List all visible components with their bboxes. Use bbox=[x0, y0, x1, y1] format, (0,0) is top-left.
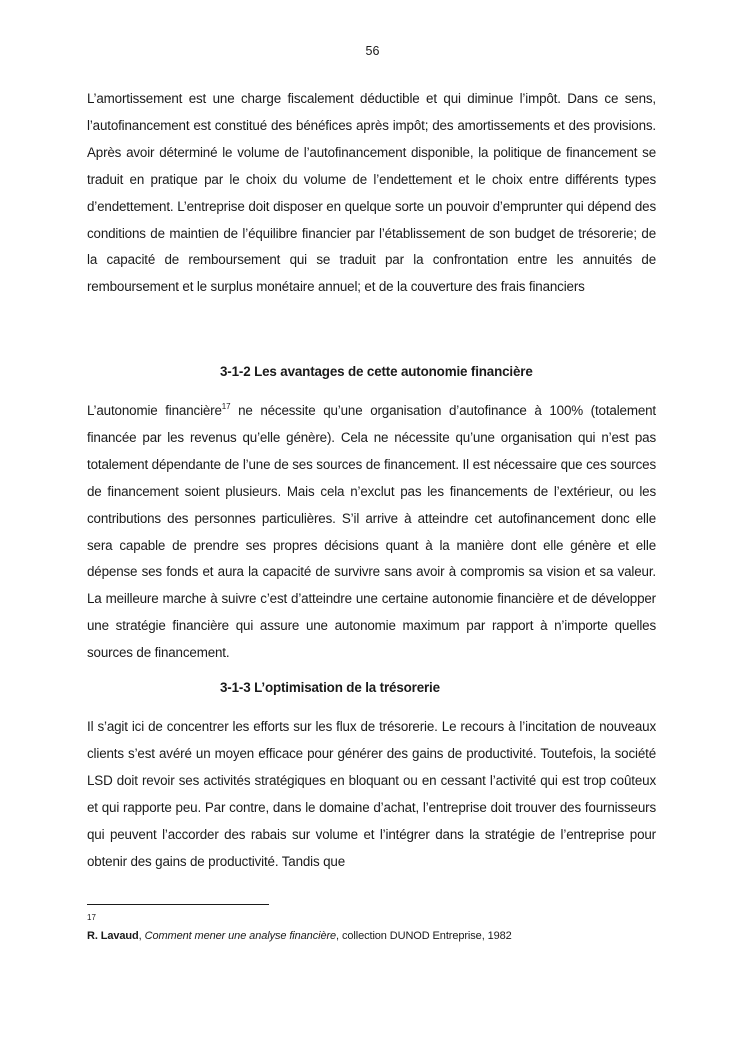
paragraph-lead: L’autonomie financière bbox=[87, 403, 222, 418]
footnote-reference: 17 bbox=[221, 402, 231, 411]
footnote-title: Comment mener une analyse financière bbox=[144, 930, 337, 942]
paragraph-optimisation-tresorerie: Il s’agit ici de concentrer les efforts sur les flux de trésorerie. Le recours à l’incitation de nouveaux clients s’est avéré un moyen efficace pour générer des gains de productivité. Toutefois, la société LSD doit revoir ses activités stratégiques en bloquant ou en cessant l’activité qui est trop coûteux et qui rapporte peu. Par contre, dans le domaine d’achat, l’entreprise doit trouver des fournisseurs qui peuvent l’accorder des rabais sur volume et l’intégrer dans la stratégie de l’entreprise pour obtenir des gains de productivité. Tandis que bbox=[87, 719, 656, 869]
footnote-number: 17 bbox=[87, 913, 96, 922]
section-heading-3-1-2: 3-1-2 Les avantages de cette autonomie financière bbox=[220, 364, 533, 379]
paragraph-body: ne nécessite qu’une organisation d’autofinance à 100% (totalement financée par les revenus qu’elle génère). Cela ne nécessite qu’une organisation qui n’est pas totalement dépendante de l’une de ses sources de financement. Il est nécessaire que ces sources de financement soient plusieurs. Mais cela n’exclut pas les financements de l’extérieur, ou les contributions des personnes particulières. S’il arrive à atteindre cet autofinancement donc elle sera capable de prendre ses propres décisions quant à la manière dont elle génère et elle dépense ses fonds et aura la capacité de survivre sans avoir à compromis sa vision et sa valeur. La meilleure marche à suivre c’est d’atteindre une certaine autonomie financière et de développer une stratégie financière qui assure une autonomie maximum par rapport à n’importe quelles sources de financement. bbox=[87, 403, 656, 661]
paragraph-autofinancement: L’amortissement est une charge fiscalement déductible et qui diminue l’impôt. Dans ce sens, l’autofinancement est constitué des bénéfices après impôt; des amortissements et des provisions. Après avoir déterminé le volume de l’autofinancement disponible, la politique de financement se traduit en pratique par le choix du volume de l’endettement et le choix entre différents types d’endettement. L’entreprise doit disposer en quelque sorte un pouvoir d’emprunter qui dépend des conditions de maintien de l’équilibre financier par l’établissement de son budget de trésorerie; de la capacité de remboursement qui se traduit par la confrontation entre les annuités de remboursement et le surplus monétaire annuel; et de la couverture des frais financiers bbox=[87, 91, 656, 295]
footnote-author: R. Lavaud bbox=[87, 930, 139, 942]
footnote-separator-text: , bbox=[138, 930, 145, 942]
paragraph-autonomie-financiere bbox=[87, 398, 656, 667]
footnote-separator bbox=[87, 904, 269, 905]
section-heading-3-1-3: 3-1-3 L’optimisation de la trésorerie bbox=[220, 680, 440, 695]
page-number: 56 bbox=[365, 44, 380, 58]
footnote-citation bbox=[87, 930, 512, 942]
footnote-publisher: , collection DUNOD Entreprise, 1982 bbox=[336, 930, 512, 942]
